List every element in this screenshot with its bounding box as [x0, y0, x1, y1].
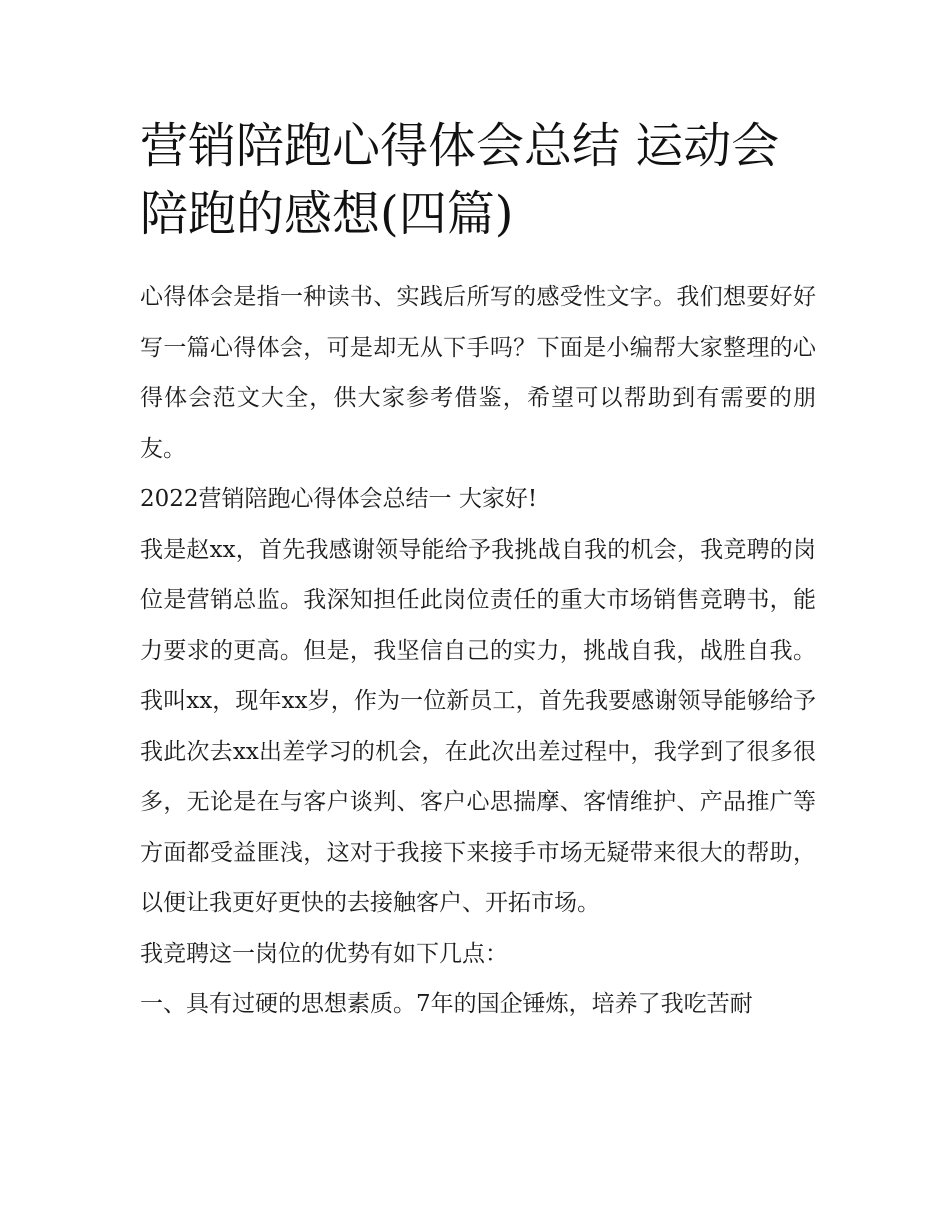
document-content [140, 112, 816, 1030]
document-body [140, 272, 816, 1030]
advantages-intro-paragraph: 我竞聘这一岗位的优势有如下几点： [140, 940, 508, 967]
intro-paragraph: 心得体会是指一种读书、实践后所写的感受性文字。我们想要好好写一篇心得体会，可是却无从下手吗？下面是小编帮大家整理的心得体会范文大全，供大家参考借鉴，希望可以帮助到有需要的朋友。 [140, 284, 816, 462]
advantage-item-paragraph: 一、具有过硬的思想素质。7年的国企锤炼，培养了我吃苦耐 [140, 991, 753, 1017]
body-paragraph: 我是赵xx，首先我感谢领导能给予我挑战自我的机会，我竞聘的岗位是营销总监。我深知担任此岗位责任的重大市场销售竞聘书，能力要求的更高。但是，我坚信自己的实力，挑战自我，战胜自我。我叫xx，现年xx岁，作为一位新员工，首先我要感谢领导能够给予我此次去xx出差学习的机会，在此次出差过程中，我学到了很多很多，无论是在与客户谈判、客户心思揣摩、客情维护、产品推广等方面都受益匪浅，这对于我接下来接手市场无疑带来很大的帮助，以便让我更好更快的去接触客户、开拓市场。 [140, 536, 816, 916]
section-heading-paragraph: 2022营销陪跑心得体会总结一 大家好! [140, 486, 538, 512]
document-title: 营销陪跑心得体会总结 运动会陪跑的感想(四篇) [140, 118, 780, 242]
